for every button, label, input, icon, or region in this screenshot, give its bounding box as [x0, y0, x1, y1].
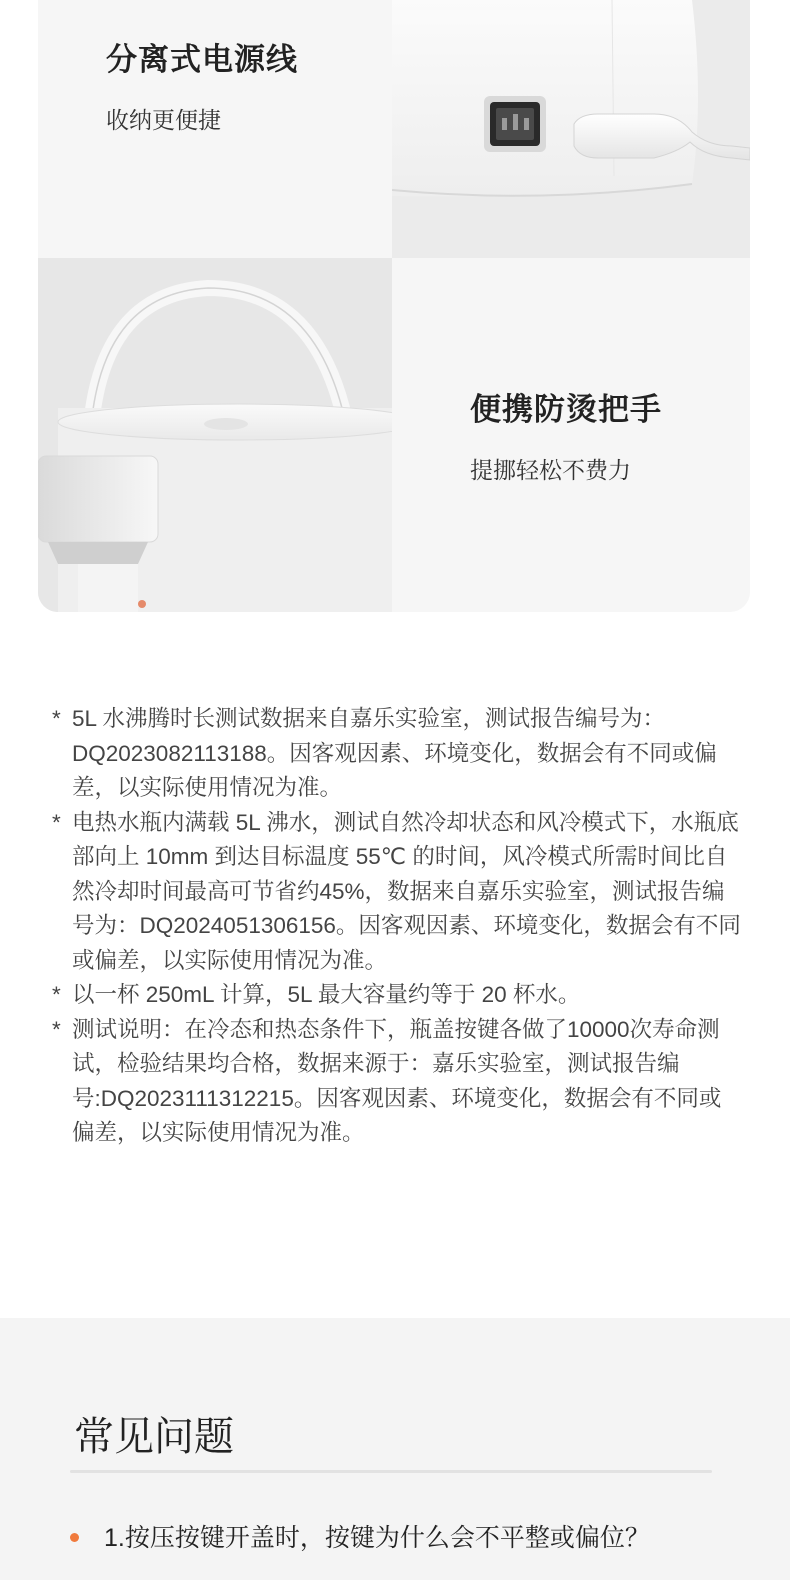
faq-section [0, 1318, 790, 1580]
kettle-handle-illustration [38, 258, 392, 612]
note-asterisk: * [52, 706, 61, 731]
faq-question-item[interactable] [70, 1518, 730, 1558]
disclaimer-notes [52, 702, 742, 1151]
disclaimer-note [52, 1013, 742, 1151]
bullet-dot-icon [70, 1533, 79, 1542]
disclaimer-note [52, 702, 742, 806]
faq-heading: 常见问题 [74, 1415, 234, 1459]
feature-grid [38, 0, 750, 612]
note-asterisk: * [52, 809, 61, 835]
feature-title-handle: 便携防烫把手 [470, 392, 662, 427]
faq-question-text: 1.按压按键开盖时，按键为什么会不平整或偏位？ [104, 1524, 650, 1552]
disclaimer-note [52, 806, 742, 979]
handle-image [38, 258, 392, 612]
note-text: 5L 水沸腾时长测试数据来自嘉乐实验室，测试报告编号为：DQ2023082113188。因客观因素、环境变化，数据会有不同或偏差，以实际使用情况为准。 [72, 706, 717, 800]
feature-title-cord: 分离式电源线 [106, 42, 298, 77]
feature-cord-text-panel [38, 0, 392, 258]
note-asterisk: * [52, 982, 61, 1007]
feature-subtitle-handle: 提挪轻松不费力 [470, 457, 631, 483]
feature-handle-text-panel [392, 258, 750, 612]
note-text: 测试说明：在冷态和热态条件下，瓶盖按键各做了10000次寿命测试，检验结果均合格，数据来源于：嘉乐实验室，测试报告编号:DQ2023111312215。因客观因素、环境变化，数据会有不同或偏差，以实际使用情况为准。 [72, 1016, 722, 1145]
power-socket-illustration [392, 0, 750, 258]
note-text: 电热水瓶内满载 5L 沸水，测试自然冷却状态和风冷模式下，水瓶底部向上 10mm 到达目标温度 55℃ 的时间，风冷模式所需时间比自然冷却时间最高可节省约45%，数据来自嘉乐实验室，测试报告编号为：DQ2024051306156。因客观因素、环境变化，数据会有不同或偏差，以实际使用情况为准。 [72, 809, 741, 973]
note-text: 以一杯 250mL 计算，5L 最大容量约等于 20 杯水。 [72, 982, 581, 1007]
faq-divider [70, 1470, 712, 1473]
power-socket-image [392, 0, 750, 258]
note-asterisk: * [52, 1016, 61, 1042]
disclaimer-note [52, 978, 742, 1013]
feature-subtitle-cord: 收纳更便捷 [106, 107, 221, 133]
